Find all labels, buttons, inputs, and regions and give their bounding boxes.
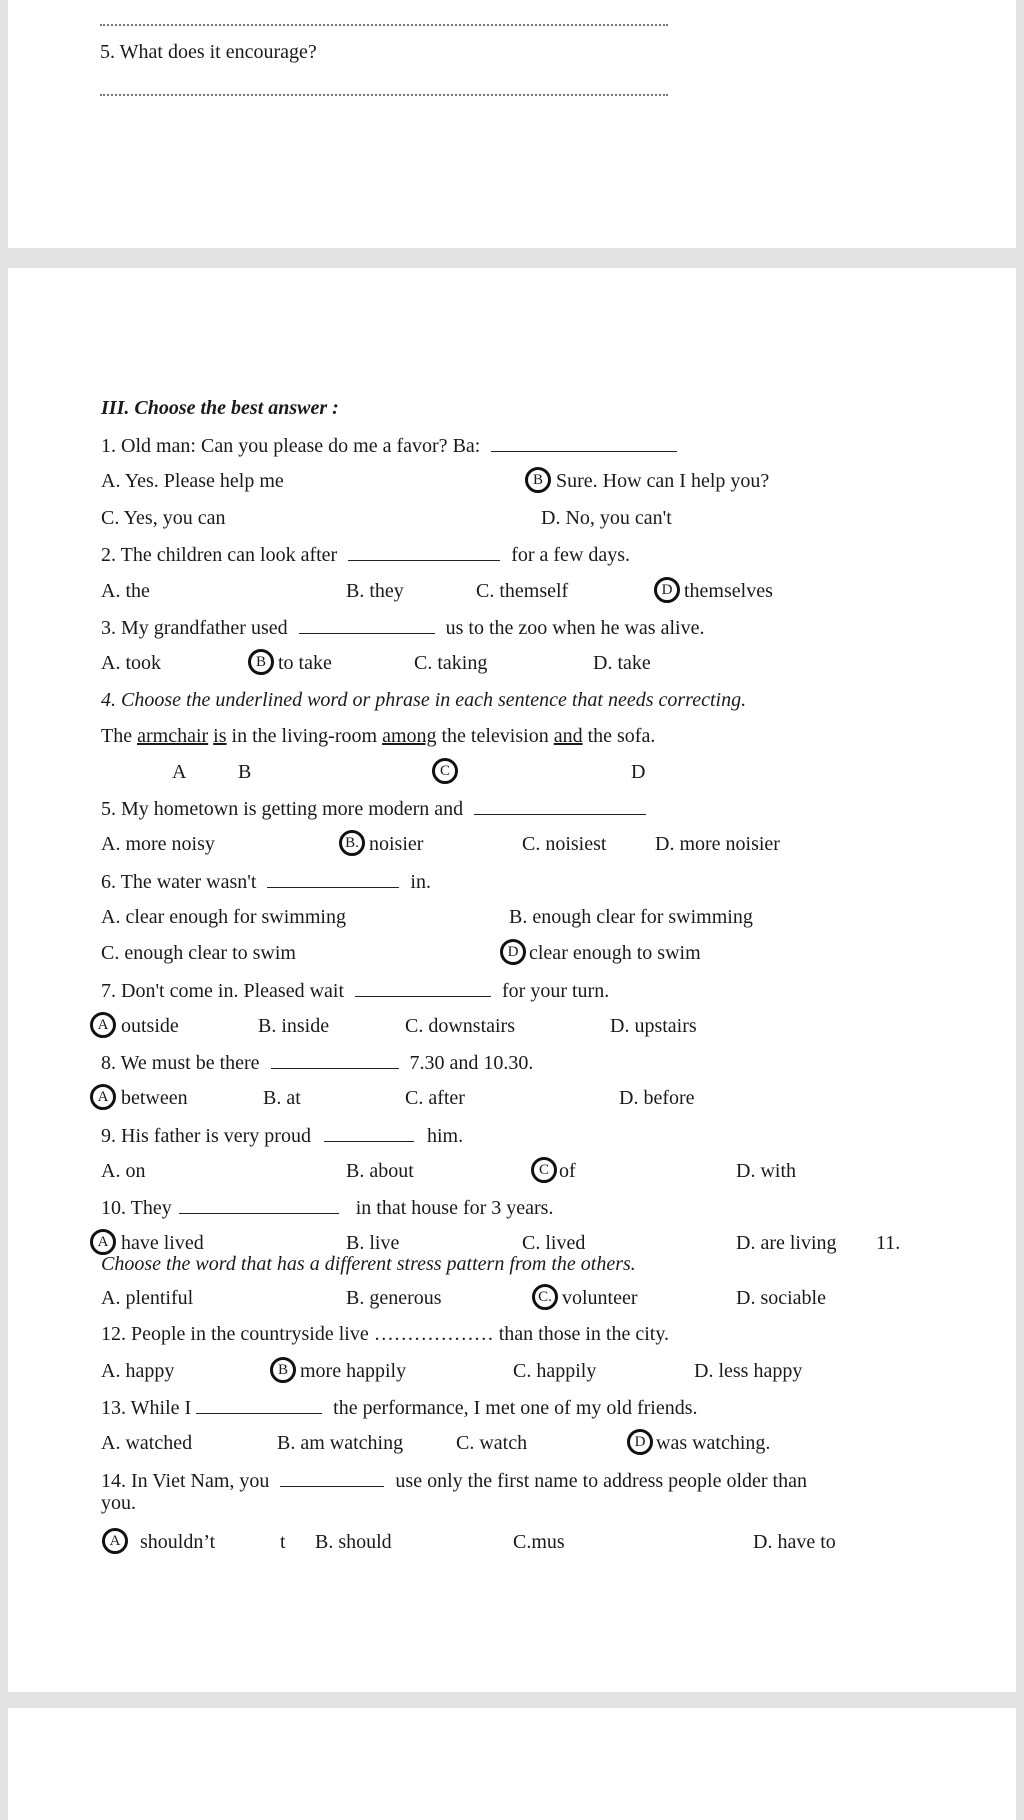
worksheet-page-top bbox=[8, 0, 1016, 248]
answer-circle: A bbox=[102, 1528, 128, 1554]
option-b: B. at bbox=[263, 1087, 301, 1109]
answer-blank bbox=[355, 978, 491, 997]
option-d: D. before bbox=[619, 1087, 695, 1109]
underlined-word-b: is bbox=[213, 725, 227, 747]
option-b: noisier bbox=[369, 833, 424, 855]
answer-blank bbox=[179, 1195, 339, 1214]
answer-circle: C. bbox=[532, 1284, 558, 1310]
question-text: 14. In Viet Nam, you bbox=[101, 1470, 270, 1492]
question-text: 5. My hometown is getting more modern and bbox=[101, 798, 464, 820]
answer-circle: B bbox=[248, 649, 274, 675]
option-d: clear enough to swim bbox=[529, 942, 701, 964]
question-text: in that house for 3 years. bbox=[355, 1197, 554, 1219]
question-text: 2. The children can look after bbox=[101, 544, 338, 566]
question-1 bbox=[101, 433, 677, 458]
option-c: C. themself bbox=[476, 580, 569, 602]
option-d: D. have to bbox=[753, 1531, 836, 1553]
answer-circle: C bbox=[531, 1157, 557, 1183]
option-c: C. downstairs bbox=[405, 1015, 515, 1037]
option-d: themselves bbox=[684, 580, 773, 602]
option-c: C. after bbox=[405, 1087, 465, 1109]
question-text: use only the first name to address people older than bbox=[395, 1470, 807, 1492]
option-b: B. enough clear for swimming bbox=[509, 906, 753, 928]
option-a: A. the bbox=[101, 580, 150, 602]
answer-circle: D bbox=[627, 1429, 653, 1455]
option-d: D. take bbox=[593, 652, 651, 674]
option-c: C.mus bbox=[513, 1531, 565, 1553]
worksheet-page-main bbox=[8, 268, 1016, 1692]
answer-circle: A bbox=[90, 1229, 116, 1255]
question-13 bbox=[101, 1395, 698, 1420]
option-a: A. plentiful bbox=[101, 1287, 194, 1309]
option-b: B. should bbox=[315, 1531, 392, 1553]
question-4-sentence bbox=[101, 724, 655, 748]
question-text: in. bbox=[410, 871, 431, 893]
question-14-cont: you. bbox=[101, 1492, 136, 1514]
question-text: for a few days. bbox=[511, 544, 631, 566]
question-text: 7. Don't come in. Pleased wait bbox=[101, 980, 344, 1002]
option-d: D. No, you can't bbox=[541, 507, 672, 529]
answer-blank bbox=[299, 615, 435, 634]
question-text: 9. His father is very proud bbox=[101, 1125, 311, 1147]
question-number: 11. bbox=[876, 1232, 901, 1254]
question-12: 12. People in the countryside live ……………… than those in the city. bbox=[101, 1323, 670, 1345]
answer-circle: C bbox=[432, 758, 458, 784]
section-title: III. Choose the best answer : bbox=[101, 397, 339, 419]
option-a: A. on bbox=[101, 1160, 146, 1182]
question-text: 3. My grandfather used bbox=[101, 617, 288, 639]
option-d: D. are living bbox=[736, 1232, 837, 1254]
underlined-word-d: and bbox=[553, 725, 583, 747]
option-b: to take bbox=[278, 652, 332, 674]
option-a: outside bbox=[121, 1015, 179, 1037]
option-a: A. Yes. Please help me bbox=[101, 470, 284, 492]
label-d: D bbox=[631, 761, 646, 783]
question-9 bbox=[101, 1123, 463, 1148]
question-11-instruction: Choose the word that has a different stress pattern from the others. bbox=[101, 1253, 636, 1275]
option-c: C. taking bbox=[414, 652, 488, 674]
answer-circle: D bbox=[654, 577, 680, 603]
question-text: 7.30 and 10.30. bbox=[409, 1052, 534, 1074]
option-c: C. happily bbox=[513, 1360, 597, 1382]
answer-blank bbox=[271, 1050, 399, 1069]
question-6 bbox=[101, 869, 431, 894]
sentence-part: in the living-room bbox=[231, 725, 378, 747]
option-b: B. inside bbox=[258, 1015, 330, 1037]
question-text: us to the zoo when he was alive. bbox=[445, 617, 705, 639]
option-d: D. with bbox=[736, 1160, 796, 1182]
label-a: A bbox=[172, 761, 187, 783]
option-a: A. took bbox=[101, 652, 161, 674]
option-d: D. more noisier bbox=[655, 833, 780, 855]
answer-line bbox=[100, 24, 668, 26]
stray-letter: t bbox=[280, 1531, 286, 1553]
question-10 bbox=[101, 1195, 553, 1220]
question-text: 13. While I bbox=[101, 1397, 192, 1419]
option-c: C. Yes, you can bbox=[101, 507, 226, 529]
answer-blank bbox=[491, 433, 677, 452]
question-text: for your turn. bbox=[502, 980, 610, 1002]
answer-blank bbox=[267, 869, 399, 888]
option-b: B. generous bbox=[346, 1287, 442, 1309]
option-b: Sure. How can I help you? bbox=[556, 470, 770, 492]
option-a: shouldn’t bbox=[140, 1531, 216, 1553]
question-7 bbox=[101, 978, 609, 1003]
question-text: 6. The water wasn't bbox=[101, 871, 257, 893]
underlined-word-a: armchair bbox=[137, 725, 209, 747]
option-a: A. watched bbox=[101, 1432, 193, 1454]
question-text: 1. Old man: Can you please do me a favor? Ba: bbox=[101, 435, 481, 457]
question-text: 8. We must be there bbox=[101, 1052, 260, 1074]
underlined-word-c: among bbox=[382, 725, 437, 747]
worksheet-page-bottom bbox=[8, 1708, 1016, 1820]
sentence-part: the television bbox=[441, 725, 549, 747]
option-c: C. watch bbox=[456, 1432, 528, 1454]
question-5 bbox=[101, 796, 646, 821]
question-text: him. bbox=[426, 1125, 464, 1147]
question-8 bbox=[101, 1050, 533, 1075]
option-a: have lived bbox=[121, 1232, 204, 1254]
answer-line bbox=[100, 94, 668, 96]
option-a: between bbox=[121, 1087, 188, 1109]
option-d: was watching. bbox=[656, 1432, 771, 1454]
sentence-part: the sofa. bbox=[587, 725, 656, 747]
answer-circle: A bbox=[90, 1012, 116, 1038]
option-b: more happily bbox=[300, 1360, 407, 1382]
label-b: B bbox=[238, 761, 252, 783]
answer-blank bbox=[280, 1468, 384, 1487]
question-text: 5. What does it encourage? bbox=[100, 41, 317, 63]
option-a: A. more noisy bbox=[101, 833, 215, 855]
option-b: B. they bbox=[346, 580, 404, 602]
option-a: A. clear enough for swimming bbox=[101, 906, 346, 928]
answer-circle: B bbox=[270, 1357, 296, 1383]
answer-circle: B. bbox=[339, 830, 365, 856]
option-c: volunteer bbox=[562, 1287, 638, 1309]
option-c: C. noisiest bbox=[522, 833, 607, 855]
question-2 bbox=[101, 542, 630, 567]
option-c: C. lived bbox=[522, 1232, 586, 1254]
question-3 bbox=[101, 615, 704, 640]
option-b: B. about bbox=[346, 1160, 414, 1182]
answer-blank bbox=[196, 1395, 322, 1414]
question-text: 10. They bbox=[101, 1197, 172, 1219]
option-d: D. upstairs bbox=[610, 1015, 697, 1037]
question-4-instruction: 4. Choose the underlined word or phrase in each sentence that needs correcting. bbox=[101, 689, 747, 711]
answer-circle: B bbox=[525, 467, 551, 493]
option-d: D. sociable bbox=[736, 1287, 826, 1309]
option-a: A. happy bbox=[101, 1360, 175, 1382]
question-text: the performance, I met one of my old friends. bbox=[333, 1397, 698, 1419]
question-14 bbox=[101, 1468, 807, 1493]
option-c: of bbox=[559, 1160, 576, 1182]
answer-circle: D bbox=[500, 939, 526, 965]
option-c: C. enough clear to swim bbox=[101, 942, 296, 964]
option-b: B. live bbox=[346, 1232, 400, 1254]
answer-blank bbox=[324, 1123, 414, 1142]
sentence-part: The bbox=[101, 725, 133, 747]
answer-circle: A bbox=[90, 1084, 116, 1110]
answer-blank bbox=[474, 796, 646, 815]
answer-blank bbox=[348, 542, 500, 561]
option-d: D. less happy bbox=[694, 1360, 803, 1382]
option-b: B. am watching bbox=[277, 1432, 404, 1454]
